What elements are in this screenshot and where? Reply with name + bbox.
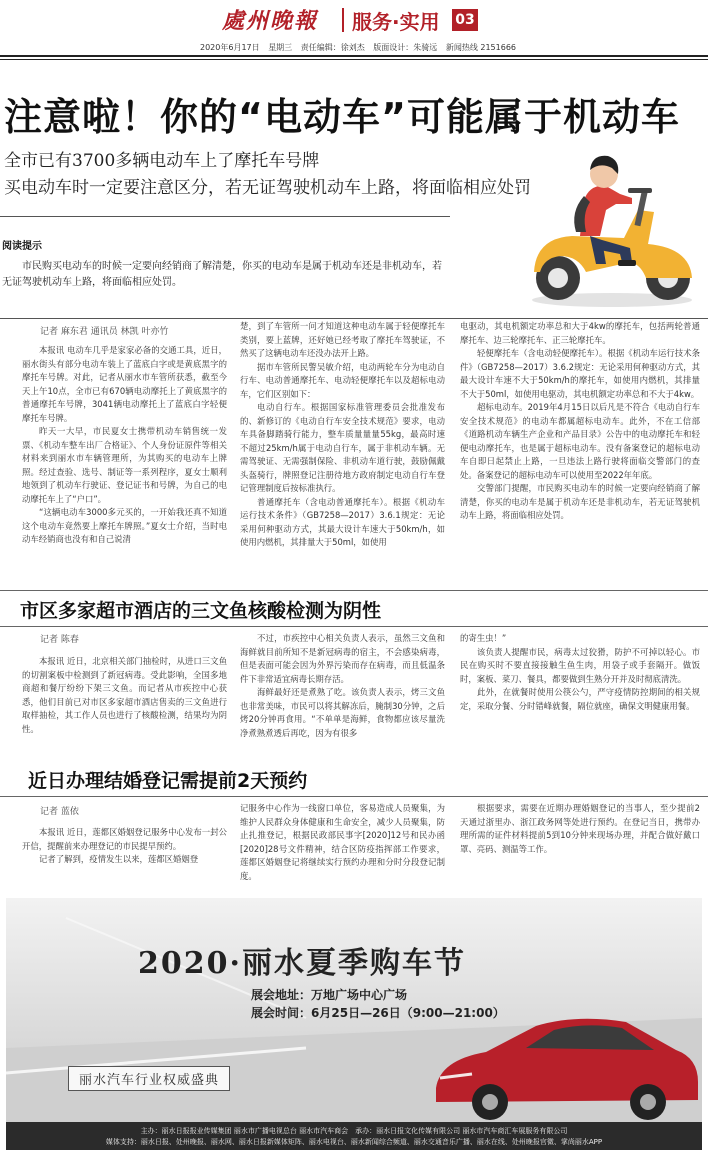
ad-time-label: 展会时间： (251, 1006, 312, 1020)
ad-time (251, 1004, 505, 1021)
reading-tip-text: 市民购买电动车的时候一定要向经销商了解清楚，你买的电动车是属于机动车还是非机动车，若无证驾驶机动车上路，将面临相应处罚。 (2, 261, 442, 288)
paragraph: 不过，市疾控中心相关负责人表示，虽然三文鱼和海鲜就目前所知不是新冠病毒的宿主，不会感染病毒，但是表面可能会因为外界污染而存在病毒，而且低温条件下非常适宜病毒长期存活。 (240, 633, 445, 684)
paragraph: 楚，到了车管所一问才知道这种电动车属于轻便摩托车类别，要上蓝牌，还好她已经考取了摩托车驾驶证，不然买了这辆电动车还没办法开上路。 (240, 321, 445, 358)
dateline (200, 42, 522, 53)
section-title: 服务·实用 (352, 10, 440, 34)
story2-rule (0, 626, 708, 627)
paragraph: 超标电动车。2019年4月15日以后凡是不符合《电动自行车安全技术规范》的电动车都属超标电动车。此外，不在工信部《道路机动车辆生产企业和产品目录》公告中的电动摩托车和轻便电动摩托车，也是属于超标电动车。没有备案登记的超标电动车自即日起禁止上路，一旦违法上路行驶将面临交警部门的查处。备案登记的超标电动车可以使用至2022年年底。 (460, 402, 700, 480)
news-hotline: 新闻热线 2151666 (445, 43, 516, 52)
header-rule (0, 55, 708, 57)
paragraph: 轻便摩托车（含电动轻便摩托车）。根据《机动车运行技术条件》（GB7258—2017）3.6.2规定：无论采用何种驱动方式，其最大设计车速不大于50km/h的摩托车，如使用内燃机，其排量不大于50ml，如使用电驱动，其电机额定功率总和不大于4kw。 (460, 348, 700, 399)
lead-byline: 记者 麻东君 通讯员 林凯 叶亦竹 (40, 327, 169, 337)
masthead-divider (342, 8, 344, 32)
paragraph: 该负责人提醒市民，病毒太过狡猾，防护不可掉以轻心。市民在购买时不要直接接触生鱼生肉，用袋子或手套隔开。做饭时，案板、菜刀、餐具，都要做到生熟分开并及时彻底清洗。 (460, 646, 700, 684)
story2-column-2 (240, 632, 445, 740)
paragraph: 普通摩托车（含电动普通摩托车）。根据《机动车运行技术条件》（GB7258—2017）3.6.1规定：无论采用何种驱动方式，其最大设计车速大于50km/h，如使用内燃机，其排量大于50ml，如使用 (240, 496, 445, 547)
reading-tip-label: 阅读提示 (2, 241, 42, 252)
ad-address-value: 万地广场中心广场 (311, 988, 408, 1002)
page-number-badge: 03 (452, 9, 478, 31)
paragraph: 据市车管所民警吴敏介绍，电动两轮车分为电动自行车、电动普通摩托车、电动轻便摩托车以及超标电动车，它们区别如下： (240, 361, 445, 399)
masthead (0, 0, 708, 42)
lead-column-2 (240, 320, 445, 550)
paragraph: 本报讯 近日，北京相关部门抽检时，从进口三文鱼的切割案板中检测到了新冠病毒。受此影响，全国多地商超和餐厅纷纷下架三文鱼。而记者从市疾控中心获悉，他们目前已对市区多家超市酒店售卖的三文鱼进行取样抽检，其工作人员也进行了核酸检测，结果均为阴性。 (22, 656, 227, 734)
paragraph: 记服务中心作为一线窗口单位，客易造成人员聚集，为维护人民群众身体健康和生命安全，减少人员聚集，防止扎推登记，根据民政部民事字[2020]12号和民办函[2020]28号文件精神，结合区防疫指挥部工作要求，莲都区婚姻登记将继续实行预约办理和分时分段登记制度。 (240, 803, 445, 881)
ad-time-value: 6月25日—26日（9:00—21:00） (311, 1006, 505, 1020)
ad-title: 2020·丽水夏季购车节 (138, 946, 466, 981)
paragraph: 本报讯 电动车几乎是家家必备的交通工具，近日，丽水街头有部分电动车装上了蓝底白字或是黄底黑字的摩托车号牌。对此，记者从丽水市车管所获悉，截至今天上午10点，全市已有670辆电动摩托上了黄底黑字的普通摩托车号牌，3041辆电动摩托上了蓝底白字轻便摩托车号牌。 (22, 345, 227, 423)
ad-slogan: 丽水汽车行业权威盛典 (68, 1066, 230, 1091)
paragraph: 昨天一大早，市民夏女士携带机动车销售统一发票、《机动车整车出厂合格证》、个人身份证原件等相关材料来到丽水市车辆管理所，为其购买的电动车上牌照。经过查验、选号、制证等一系列程序，夏女士顺利地领到了机动车行驶证、登记证书和号牌，为自己的电动摩托车上了“户口”。 (22, 426, 227, 504)
ad-organizers: 主办：丽水日报报业传媒集团 丽水市广播电视总台 丽水市汽车商会 承办：丽水日报文化传媒有限公司 丽水市汽车商汇车展服务有限公司 (140, 1127, 568, 1135)
paragraph: 根据要求，需要在近期办理婚姻登记的当事人，至少提前2天通过浙里办、浙江政务网等处进行预约。在登记当日，携带办理所需的证件材料提前5到10分钟来现场办理，并配合做好戴口罩、亮码、测温等工作。 (460, 803, 700, 854)
paragraph: 的寄生虫！” (460, 633, 507, 643)
story2-headline: 市区多家超市酒店的三文鱼核酸检测为阴性 (20, 600, 382, 622)
paragraph: 电驱动，其电机额定功率总和大于4kw的摩托车，包括两轮普通摩托车、边三轮摩托车、正三轮摩托车。 (460, 321, 700, 345)
ad-address-label: 展会地址： (251, 988, 312, 1002)
header-rule-thin (0, 59, 708, 60)
ad-address (251, 986, 407, 1003)
issue-date: 2020年6月17日 (200, 43, 260, 52)
paragraph: 海鲜最好还是煮熟了吃。该负责人表示，烤三文鱼也非常美味，市民可以将其解冻后，腌制30分钟，之后烤20分钟再食用。“不单单是海鲜，食物都应该尽量洗净煮熟煮透后再吃，因为有很多 (240, 687, 445, 738)
paragraph: 交警部门提醒，市民购买电动车的时候一定要向经销商了解清楚，你买的电动车是属于机动车还是非机动车，若无证驾驶机动车上路，将面临相应处罚。 (460, 483, 700, 520)
car-icon (426, 1008, 702, 1122)
paragraph: 此外，在就餐时使用公筷公勺，严守疫情防控期间的相关规定，采取分餐、分时错峰就餐，隔位就座，确保文明健康用餐。 (460, 687, 700, 711)
designer-credit: 版面设计：朱骑远 (373, 43, 438, 52)
story3-column-2 (240, 802, 445, 883)
scooter-rider-illustration (520, 140, 700, 315)
paragraph: 电动自行车。根据国家标准管理委员会批准发布的、新修订的《电动自行车安全技术规范》要求，电动车具备脚踏骑行能力，整车质量量量55kg，最高时速不超过25km/h属于电动自行车，属于非机动车辆。无需驾驶证、无需强制保险、非机动车道行驶，鼓励佩戴头盔骑行，牌照登记注册待地方政府制定电动自行车登记管理制度后按标准执行。 (240, 402, 445, 493)
newspaper-name: 處州晚報 (222, 8, 319, 34)
editor-credit: 责任编辑：徐刘杰 (300, 43, 365, 52)
lead-subhead-1: 全市已有3700多辆电动车上了摩托车号牌 (4, 151, 320, 171)
subhead-rule (0, 216, 450, 217)
story2-top-rule (0, 590, 708, 591)
story3-rule (0, 796, 708, 797)
story3-headline: 近日办理结婚登记需提前2天预约 (28, 770, 308, 792)
car-festival-advertisement (6, 898, 702, 1150)
story3-column-1 (22, 826, 227, 867)
lead-headline: 注意啦！你的“电动车”可能属于机动车 (4, 95, 680, 139)
paragraph: 本报讯 近日，莲都区婚姻登记服务中心发布一封公开信，提醒前来办理登记的市民提早预约。 (22, 827, 227, 851)
ad-media-support: 媒体支持：丽水日报、处州晚报、丽水网、丽水日报新媒体矩阵、丽水电视台、丽水新闻综合频道、丽水交通音乐广播、丽水在线、处州晚报官微、掌尚丽水APP (105, 1138, 603, 1146)
lead-subhead-2: 买电动车时一定要注意区分，若无证驾驶机动车上路，将面临相应处罚 (4, 178, 531, 198)
paragraph: “这辆电动车3000多元买的，一开始我还真不知道这个电动车竟然要上摩托车牌照。”夏女士介绍，当时电动车经销商也没有和自己说清 (22, 507, 227, 544)
paragraph: 记者了解到，疫情发生以来，莲都区婚姻登 (39, 854, 199, 864)
reading-tip-rule (0, 318, 708, 319)
story3-column-3 (460, 802, 700, 856)
lead-column-1 (22, 344, 227, 547)
ad-footer (6, 1122, 702, 1150)
story2-column-3 (460, 632, 700, 713)
story2-byline: 记者 陈春 (40, 635, 79, 645)
lead-column-3 (460, 320, 700, 523)
story3-byline: 记者 蓝依 (40, 807, 79, 817)
story2-column-1 (22, 655, 227, 736)
issue-weekday: 星期三 (268, 43, 293, 52)
